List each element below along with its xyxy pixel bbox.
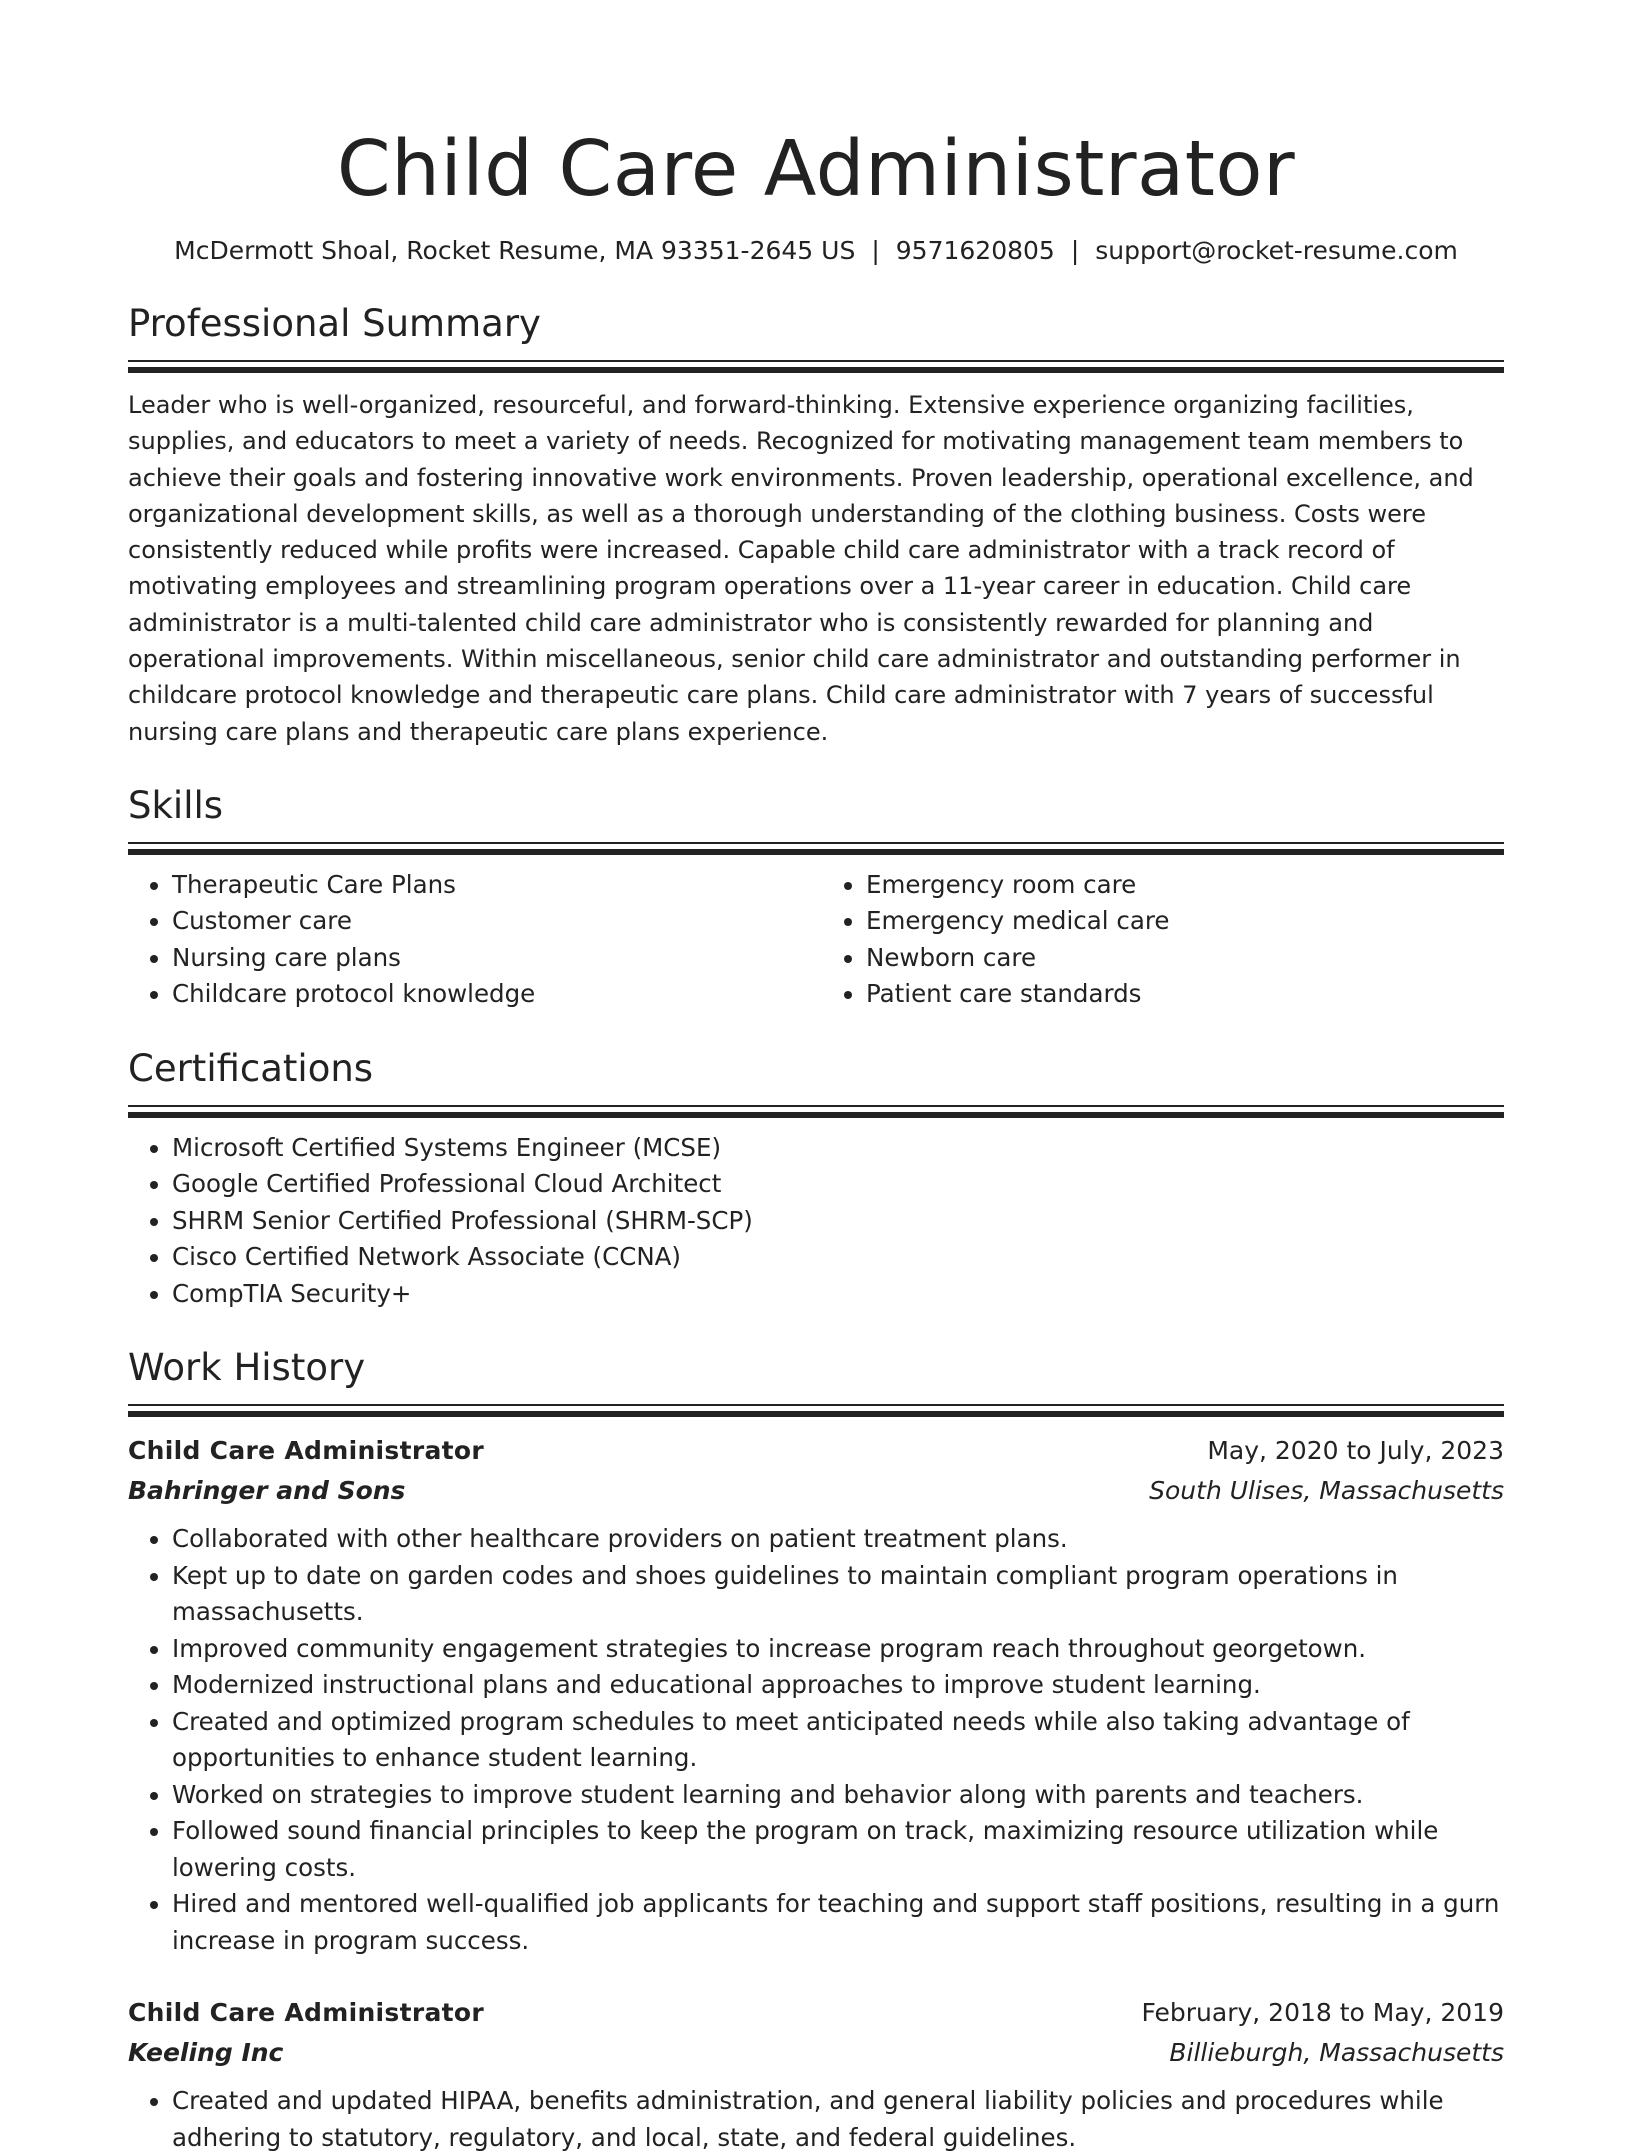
job-title: Child Care Administrator [128, 1436, 485, 1466]
job-entry [128, 1993, 1504, 2156]
skill-item: • Patient care standards [866, 976, 1504, 1013]
job-bullets [128, 2083, 1504, 2156]
job-company: Keeling Inc [128, 2038, 284, 2068]
contact-phone: 9571620805 [895, 236, 1055, 265]
job-bullet: • Worked on strategies to improve student learning and behavior along with parents and teachers. [172, 1777, 1504, 1814]
resume-name: Child Care Administrator [336, 125, 1296, 214]
certification-item: • Google Certified Professional Cloud Architect [172, 1166, 1504, 1203]
resume-content [128, 0, 1504, 2156]
section-divider [128, 842, 1504, 855]
section-heading-skills: Skills [128, 783, 224, 827]
skill-item: • Newborn care [866, 940, 1504, 977]
skill-item: • Emergency room care [866, 867, 1504, 904]
contact-line [128, 234, 1504, 268]
job-dates: May, 2020 to July, 2023 [1207, 1436, 1504, 1466]
contact-separator: | [871, 236, 880, 265]
job-entry [128, 1431, 1504, 1959]
job-title: Child Care Administrator [128, 1998, 485, 2028]
summary-section [128, 300, 1504, 750]
job-subheader-row [128, 2033, 1504, 2073]
section-heading-summary: Professional Summary [128, 302, 541, 345]
section-divider [128, 1404, 1504, 1417]
job-header-row [128, 1431, 1504, 1471]
skill-item: • Childcare protocol knowledge [172, 976, 816, 1013]
skill-item: • Emergency medical care [866, 903, 1504, 940]
certifications-list [128, 1130, 1504, 1313]
job-subheader-row [128, 1471, 1504, 1511]
skills-list-right [816, 867, 1504, 1013]
work-history-section [128, 1344, 1504, 2156]
job-bullet: • Kept up to date on garden codes and shoes guidelines to maintain compliant program operations in massachusetts. [172, 1558, 1504, 1631]
job-location: South Ulises, Massachusetts [1149, 1476, 1504, 1506]
contact-address: McDermott Shoal, Rocket Resume, MA 93351-2645 US [174, 236, 856, 265]
job-bullet: • Created and optimized program schedules to meet anticipated needs while also taking advantage of opportunities to enhance student learning. [172, 1704, 1504, 1777]
summary-text: Leader who is well-organized, resourceful, and forward-thinking. Extensive experience organizing facilities, supplies, and educators to meet a variety of needs. Recognized for motivating management team members to achieve their goals and fostering innovative work environments. Proven leadership, operational excellence, and organizational development skills, as well as a thorough understanding of the clothing business. Costs were consistently reduced while profits were increased. Capable child care administrator with a track record of motivating employees and streamlining program operations over a 11-year career in education. Child care administrator is a multi-talented child care administrator who is consistently rewarded for planning and operational improvements. Within miscellaneous, senior child care administrator and outstanding performer in childcare protocol knowledge and therapeutic care plans. Child care administrator with 7 years of successful nursing care plans and therapeutic care plans experience. [128, 391, 1474, 746]
skill-item: • Customer care [172, 903, 816, 940]
section-heading-work-history: Work History [128, 1346, 366, 1390]
contact-separator: | [1070, 236, 1080, 265]
skill-item: • Therapeutic Care Plans [172, 867, 816, 904]
certifications-section [128, 1045, 1504, 1313]
certification-item: • Microsoft Certified Systems Engineer (MCSE) [172, 1130, 1504, 1167]
skills-grid [128, 855, 1504, 1013]
job-bullet: • Hired and mentored well-qualified job applicants for teaching and support staff positions, resulting in a gurn increase in program success. [172, 1886, 1504, 1959]
job-bullet: • Modernized instructional plans and educational approaches to improve student learning. [172, 1667, 1504, 1704]
skills-section [128, 782, 1504, 1013]
job-bullet: • Followed sound financial principles to keep the program on track, maximizing resource utilization while lowering costs. [172, 1813, 1504, 1886]
skill-item: • Nursing care plans [172, 940, 816, 977]
job-bullet: • Improved community engagement strategies to increase program reach throughout georgetown. [172, 1631, 1504, 1668]
job-location: Billieburgh, Massachusetts [1169, 2038, 1504, 2068]
job-bullets [128, 1521, 1504, 1959]
certification-item: • Cisco Certified Network Associate (CCNA) [172, 1239, 1504, 1276]
certification-item: • SHRM Senior Certified Professional (SHRM-SCP) [172, 1203, 1504, 1240]
section-divider [128, 1105, 1504, 1118]
job-dates: February, 2018 to May, 2019 [1141, 1998, 1504, 2028]
certification-item: • CompTIA Security+ [172, 1276, 1504, 1313]
contact-email[interactable]: support@rocket-resume.com [1095, 236, 1458, 265]
section-divider [128, 360, 1504, 373]
skills-list-left [128, 867, 816, 1013]
job-bullet: • Collaborated with other healthcare providers on patient treatment plans. [172, 1521, 1504, 1558]
job-bullet: • Created and updated HIPAA, benefits administration, and general liability policies and procedures while adhering to statutory, regulatory, and local, state, and federal guidelines. [172, 2083, 1504, 2156]
job-company: Bahringer and Sons [128, 1476, 406, 1506]
section-heading-certifications: Certifications [128, 1046, 374, 1090]
job-header-row [128, 1993, 1504, 2033]
